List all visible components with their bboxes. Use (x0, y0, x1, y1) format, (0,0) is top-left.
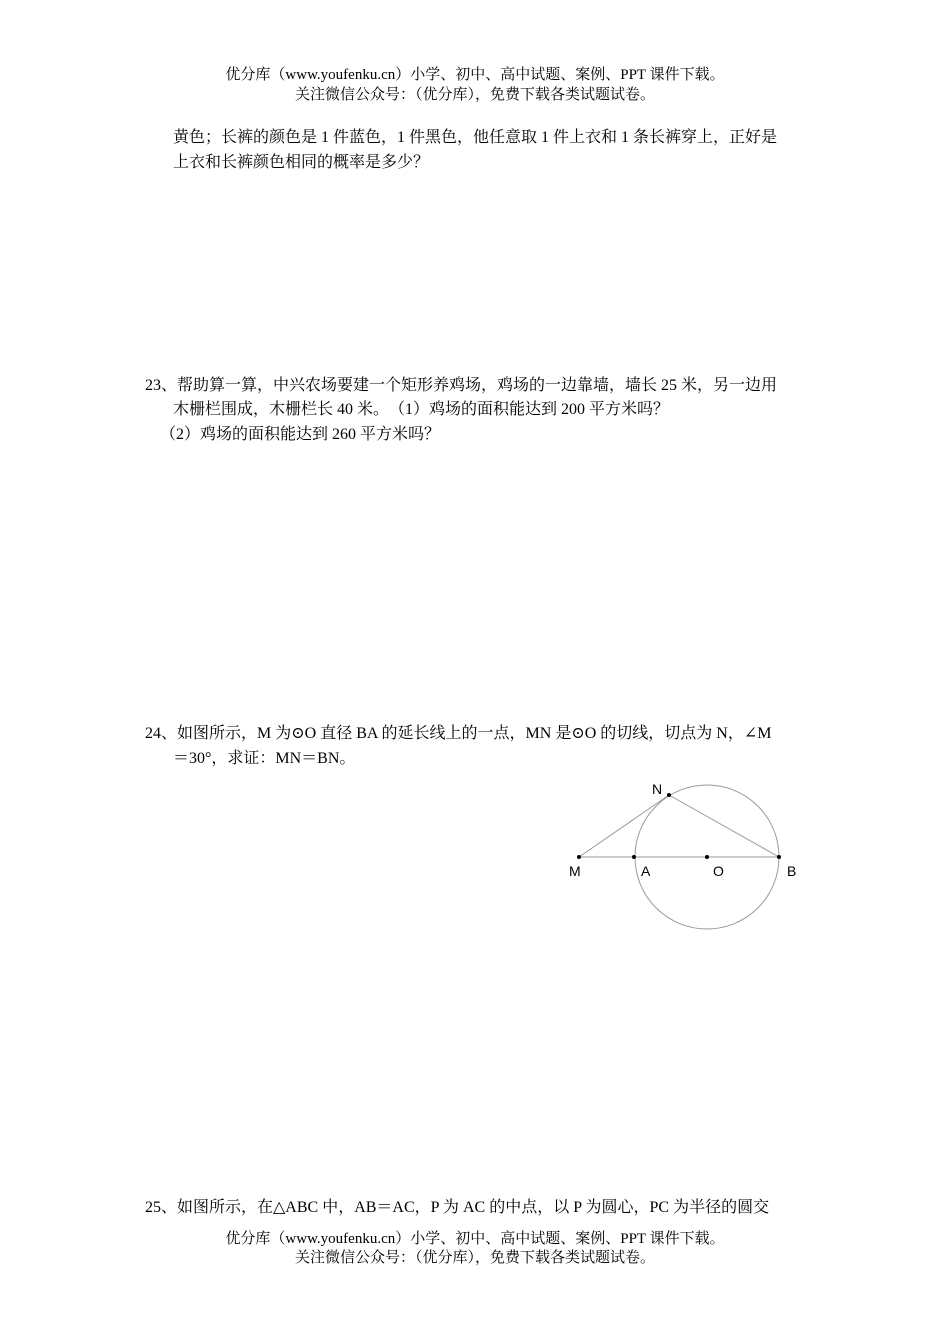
q22-text-line-1: 黄色；长裤的颜色是 1 件蓝色，1 件黑色，他任意取 1 件上衣和 1 条长裤穿上，正好是 (173, 129, 778, 146)
point-a (632, 855, 636, 859)
label-a: A (641, 863, 651, 879)
geometry-figure (560, 775, 810, 940)
label-m: M (569, 863, 581, 879)
q23-text-line-2: 木栅栏围成，木栅栏长 40 米。 （1）鸡场的面积能达到 200 平方米吗？ (173, 401, 670, 418)
q24-text-line-1: 24、如图所示，M 为⊙O 直径 BA 的延长线上的一点，MN 是⊙O 的切线，切点为 N，∠M (145, 725, 772, 742)
tangent-mn (579, 795, 669, 857)
point-m (577, 855, 581, 859)
point-o (705, 855, 709, 859)
label-b: B (787, 863, 797, 879)
point-n (667, 793, 671, 797)
footer-line-2: 关注微信公众号：（优分库），免费下载各类试题试卷。 (294, 1250, 655, 1266)
footer-line-1: 优分库（www.youfenku.cn）小学、初中、高中试题、案例、PPT 课件下载。 (225, 1231, 725, 1247)
q23-text-line-3: （2）鸡场的面积能达到 260 平方米吗？ (160, 426, 441, 443)
q25-text-line-1: 25、如图所示，在△ABC 中，AB＝AC，P 为 AC 的中点，以 P 为圆心，PC 为半径的圆交 (145, 1199, 770, 1216)
chord-nb (669, 795, 779, 857)
q24-text-line-2: ＝30°，求证：MN＝BN。 (173, 750, 356, 767)
q22-text-line-2: 上衣和长裤颜色相同的概率是多少？ (173, 154, 430, 171)
point-b (777, 855, 781, 859)
header-line-1: 优分库（www.youfenku.cn）小学、初中、高中试题、案例、PPT 课件下载。 (225, 67, 725, 83)
label-o: O (713, 863, 724, 879)
header-line-2: 关注微信公众号：（优分库），免费下载各类试题试卷。 (294, 87, 655, 103)
q23-text-line-1: 23、帮助算一算，中兴农场要建一个矩形养鸡场，鸡场的一边靠墙，墙长 25 米，另一边用 (145, 377, 778, 394)
label-n: N (652, 781, 663, 797)
